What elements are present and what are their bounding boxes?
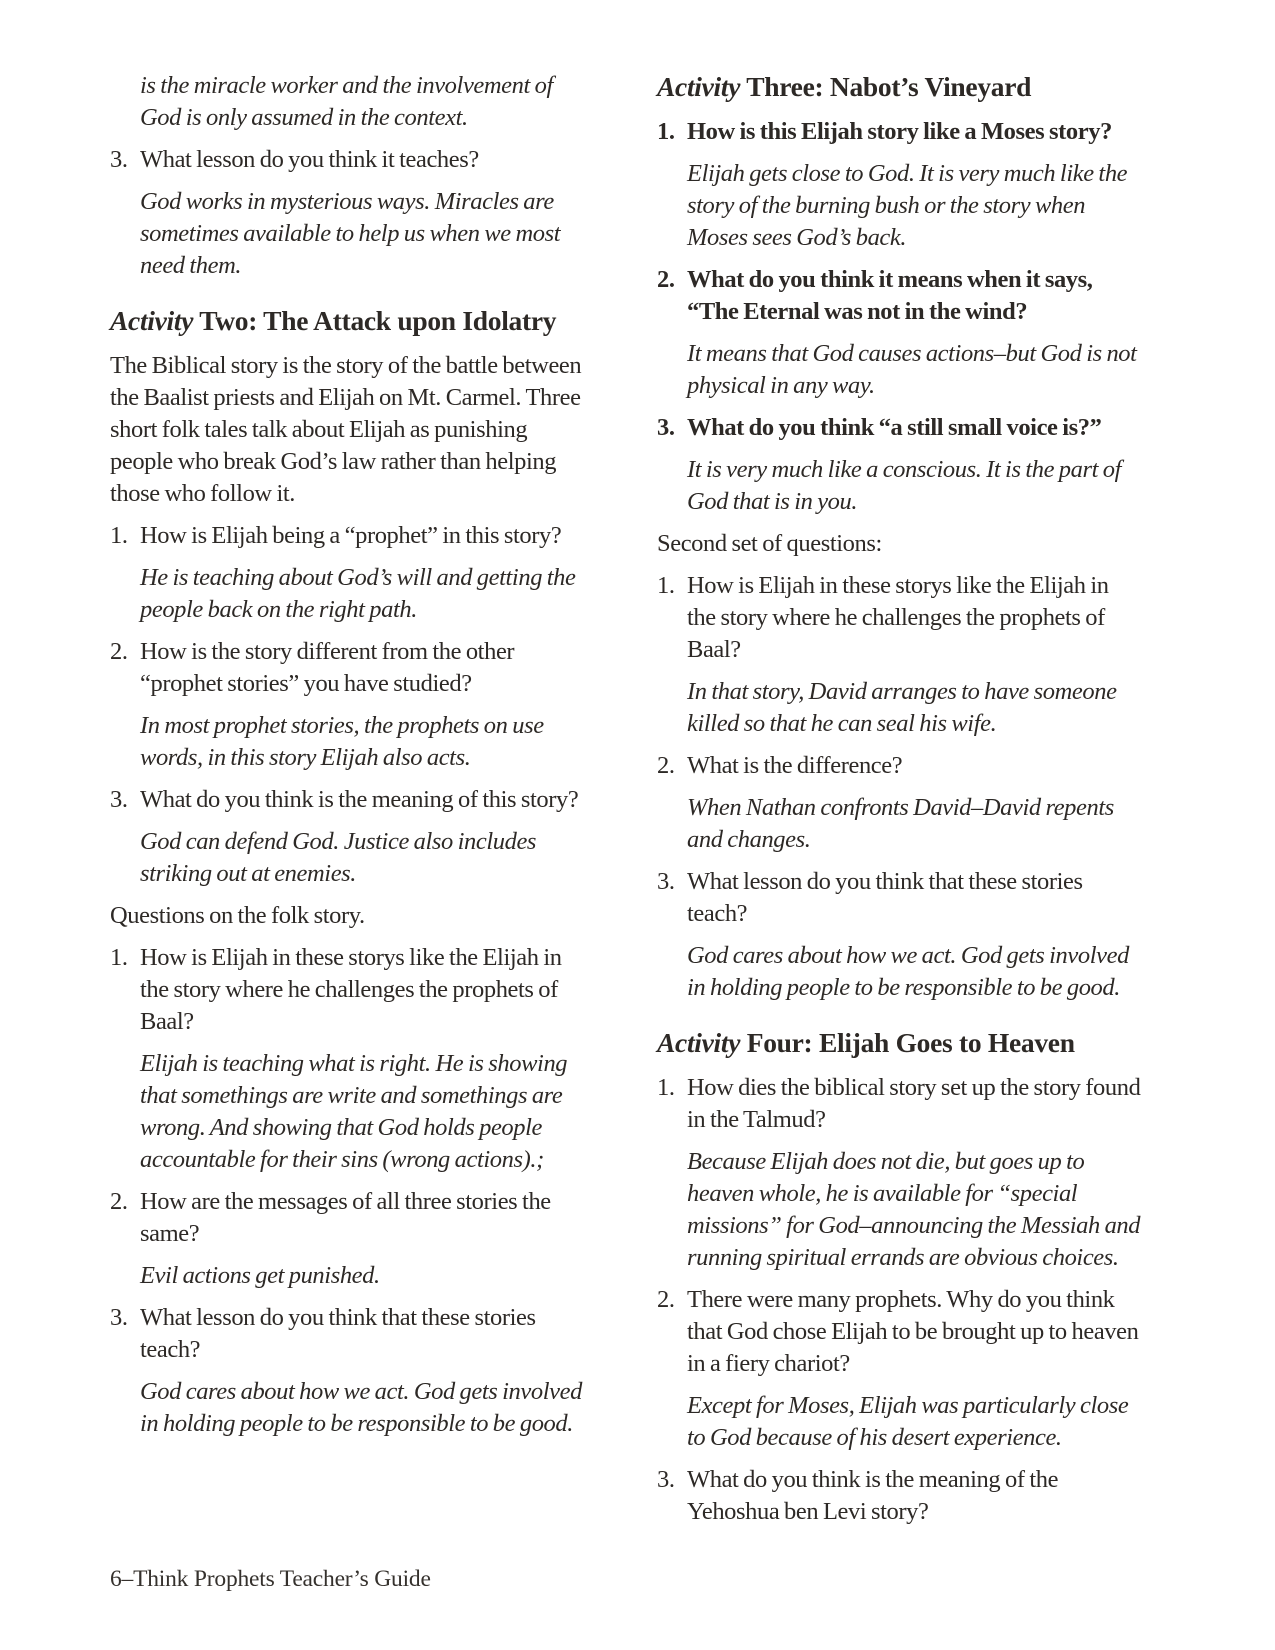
question-item — [657, 264, 1142, 328]
activity-heading-text: Two: The Attack upon Idolatry — [199, 305, 557, 336]
question-text: How dies the biblical story set up the story found in the Talmud? — [687, 1074, 1141, 1133]
answer-text: God can defend God. Justice also includes striking out at enemies. — [140, 828, 537, 887]
question-text: What do you think is the meaning of this story? — [140, 786, 579, 813]
activity-heading — [110, 304, 585, 338]
right-column — [657, 70, 1142, 1538]
answer-text: Except for Moses, Elijah was particularly close to God because of his desert experience. — [687, 1392, 1129, 1451]
answer-text: Because Elijah does not die, but goes up to heaven whole, he is available for “special missions” for God–announcing the Messiah and running spiritual errands are obvious choices. — [687, 1148, 1141, 1271]
question-number: 1. — [110, 522, 128, 549]
answer-text: It is very much like a conscious. It is the part of God that is in you. — [687, 456, 1122, 515]
question-text: What do you think “a still small voice is?” — [687, 414, 1102, 441]
question-number: 3. — [657, 414, 675, 441]
answer-text: In most prophet stories, the prophets on use words, in this story Elijah also acts. — [140, 712, 544, 771]
answer-text: When Nathan confronts David–David repents and changes. — [687, 794, 1114, 853]
paragraph: Second set of questions: — [657, 530, 882, 557]
answer-text: He is teaching about God’s will and getting the people back on the right path. — [140, 564, 576, 623]
question-number: 2. — [657, 266, 675, 293]
question-item — [110, 1302, 585, 1366]
question-text: What lesson do you think that these stories teach? — [687, 868, 1083, 927]
question-item — [657, 866, 1142, 930]
question-item — [657, 750, 1142, 782]
question-text: How is this Elijah story like a Moses story? — [687, 118, 1112, 145]
question-number: 3. — [110, 1304, 128, 1331]
question-item — [657, 1072, 1142, 1136]
answer-text: Elijah gets close to God. It is very much like the story of the burning bush or the story when Moses sees God’s back. — [687, 160, 1128, 251]
answer-text: It means that God causes actions–but God is not physical in any way. — [687, 340, 1137, 399]
question-item — [110, 1186, 585, 1250]
question-text: How is Elijah being a “prophet” in this story? — [140, 522, 562, 549]
activity-heading-text: Three: Nabot’s Vineyard — [746, 71, 1032, 102]
page-columns — [110, 70, 1142, 1538]
question-number: 3. — [110, 146, 128, 173]
question-item — [110, 520, 585, 552]
question-number: 1. — [657, 118, 675, 145]
question-number: 2. — [110, 638, 128, 665]
question-text: There were many prophets. Why do you think that God chose Elijah to be brought up to heaven in a fiery chariot? — [687, 1286, 1139, 1377]
answer-text: In that story, David arranges to have someone killed so that he can seal his wife. — [687, 678, 1117, 737]
question-text: How is Elijah in these storys like the Elijah in the story where he challenges the prophets of Baal? — [140, 944, 562, 1035]
question-text: What lesson do you think it teaches? — [140, 146, 479, 173]
left-column — [110, 70, 585, 1538]
answer-text: God cares about how we act. God gets involved in holding people to be responsible to be good. — [687, 942, 1129, 1001]
question-text: What do you think it means when it says, “The Eternal was not in the wind? — [687, 266, 1093, 325]
question-text: How are the messages of all three stories the same? — [140, 1188, 551, 1247]
question-number: 3. — [657, 1466, 675, 1493]
answer-text: God cares about how we act. God gets involved in holding people to be responsible to be good. — [140, 1378, 582, 1437]
activity-heading-lead: Activity — [657, 1027, 741, 1058]
question-item — [110, 784, 585, 816]
question-text: What do you think is the meaning of the Yehoshua ben Levi story? — [687, 1466, 1059, 1525]
question-item — [657, 1464, 1142, 1528]
question-text: What is the difference? — [687, 752, 903, 779]
paragraph: The Biblical story is the story of the battle between the Baalist priests and Elijah on Mt. Carmel. Three short folk tales talk about Elijah as punishing people who break God’s law rather than helping those who follow it. — [110, 352, 582, 507]
answer-text: Evil actions get punished. — [140, 1262, 380, 1289]
activity-heading-lead: Activity — [657, 71, 741, 102]
page-footer: 6–Think Prophets Teacher’s Guide — [110, 1566, 431, 1592]
question-item — [657, 1284, 1142, 1380]
question-text: What lesson do you think that these stories teach? — [140, 1304, 536, 1363]
question-item — [110, 636, 585, 700]
question-number: 3. — [110, 786, 128, 813]
activity-heading — [657, 1026, 1142, 1060]
question-item — [657, 116, 1142, 148]
paragraph: Questions on the folk story. — [110, 902, 365, 929]
question-number: 3. — [657, 868, 675, 895]
question-number: 2. — [657, 1286, 675, 1313]
answer-text: is the miracle worker and the involvement of God is only assumed in the context. — [140, 72, 553, 131]
activity-heading — [657, 70, 1142, 104]
question-item — [657, 412, 1142, 444]
question-item — [110, 144, 585, 176]
answer-text: Elijah is teaching what is right. He is showing that somethings are write and somethings are wrong. And showing that God holds people accountable for their sins (wrong actions).; — [140, 1050, 568, 1173]
question-text: How is Elijah in these storys like the Elijah in the story where he challenges the prophets of Baal? — [687, 572, 1109, 663]
question-item — [657, 570, 1142, 666]
activity-heading-lead: Activity — [110, 305, 194, 336]
question-text: How is the story different from the other “prophet stories” you have studied? — [140, 638, 515, 697]
question-number: 1. — [110, 944, 128, 971]
answer-text: God works in mysterious ways. Miracles are sometimes available to help us when we most need them. — [140, 188, 561, 279]
question-number: 2. — [110, 1188, 128, 1215]
question-number: 1. — [657, 1074, 675, 1101]
activity-heading-text: Four: Elijah Goes to Heaven — [746, 1027, 1075, 1058]
question-number: 1. — [657, 572, 675, 599]
question-number: 2. — [657, 752, 675, 779]
question-item — [110, 942, 585, 1038]
